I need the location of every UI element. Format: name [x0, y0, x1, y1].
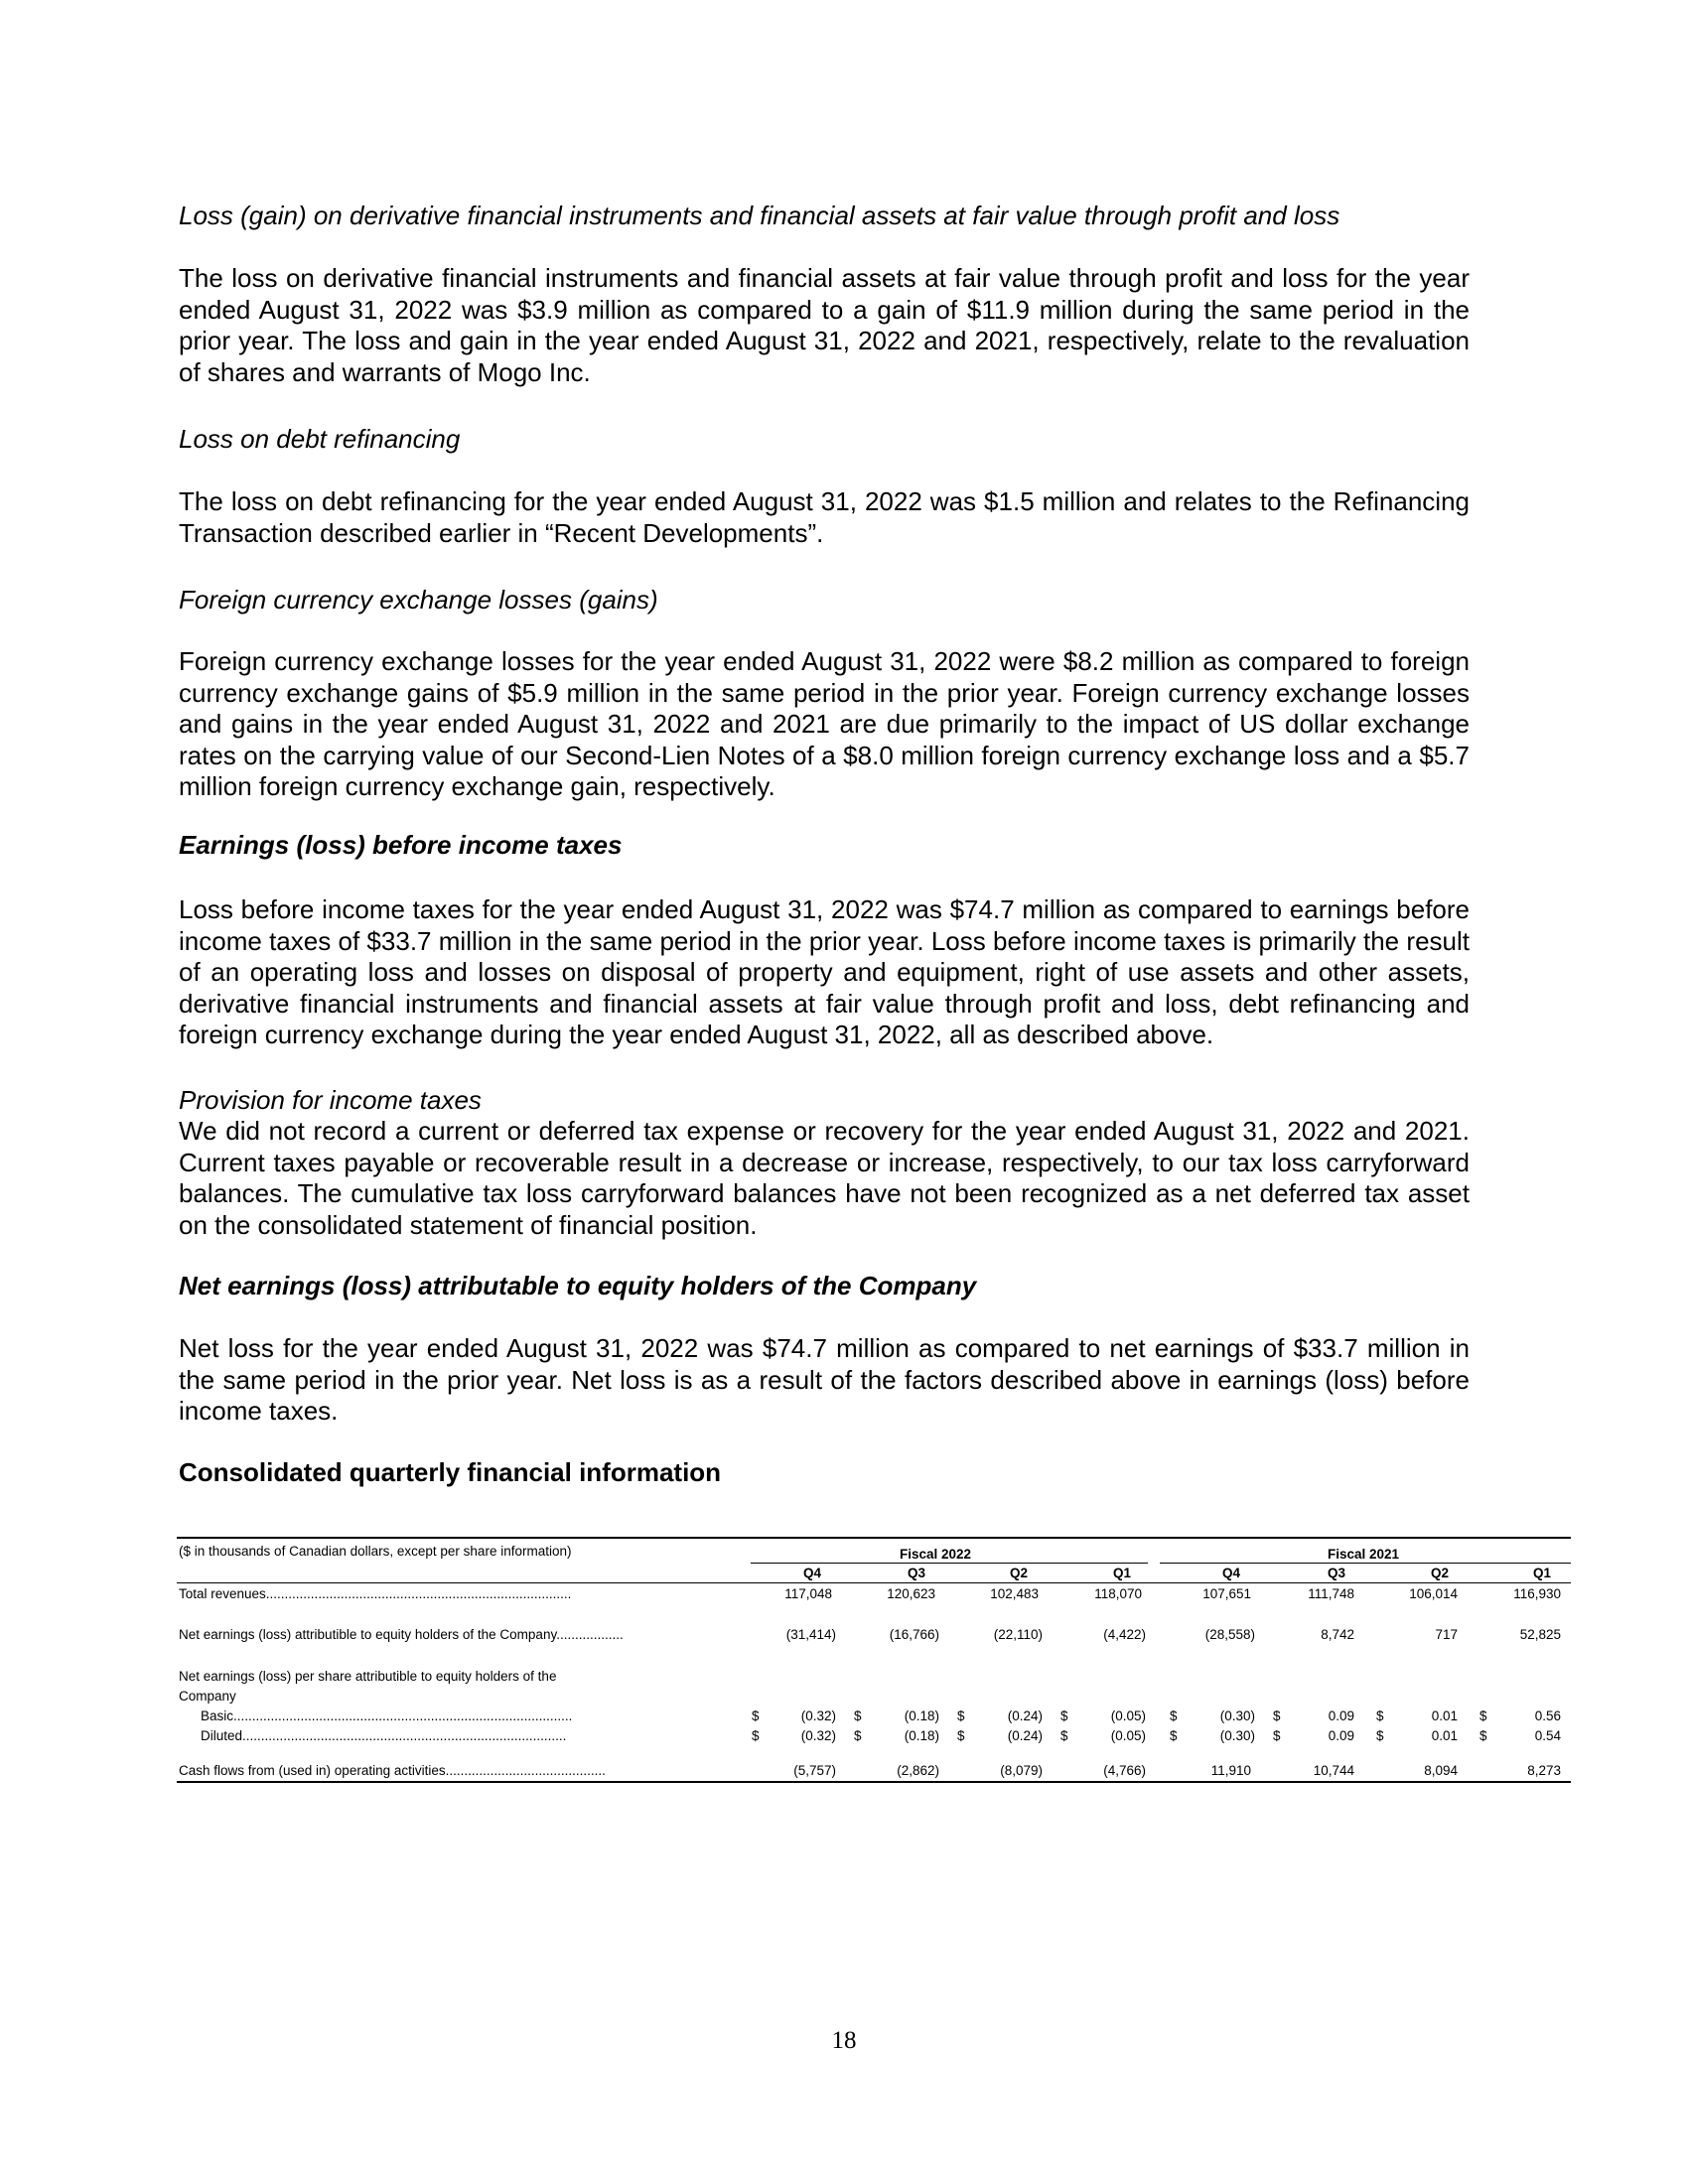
cell: 107,651 [1202, 1586, 1251, 1601]
col-header-2021-q1: Q1 [1532, 1566, 1551, 1580]
cell: 0.01 [1431, 1728, 1458, 1743]
currency-symbol: $ [752, 1708, 760, 1723]
cell: (0.24) [1007, 1708, 1043, 1723]
cell: 0.56 [1534, 1708, 1561, 1723]
cell: (0.30) [1219, 1708, 1255, 1723]
cell: (8,079) [1000, 1763, 1043, 1778]
row-label: Cash flows from (used in) operating activities........................................... [179, 1763, 606, 1778]
currency-symbol: $ [1376, 1728, 1384, 1743]
cell: (22,110) [993, 1627, 1043, 1642]
cell: 0.09 [1328, 1728, 1354, 1743]
currency-symbol: $ [1060, 1728, 1068, 1743]
row-label-per-share: Net earnings (loss) per share attributible to equity holders of the [179, 1669, 557, 1684]
row-label: Total revenues.................................................................................. [179, 1586, 572, 1601]
cell: 116,930 [1513, 1586, 1561, 1601]
cell: 52,825 [1519, 1627, 1561, 1642]
col-header-2021-q3: Q3 [1327, 1566, 1345, 1580]
section-heading-net-earnings: Net earnings (loss) attributable to equity holders of the Company [179, 1271, 977, 1300]
currency-symbol: $ [1273, 1728, 1281, 1743]
currency-symbol: $ [1170, 1708, 1178, 1723]
cell: 117,048 [784, 1586, 832, 1601]
cell: (0.18) [904, 1728, 939, 1743]
cell: 111,748 [1308, 1586, 1354, 1601]
section-heading-ebt: Earnings (loss) before income taxes [179, 830, 623, 860]
cell: (5,757) [793, 1763, 836, 1778]
section-heading-debt-refinancing: Loss on debt refinancing [179, 424, 461, 454]
col-header-2021-q2: Q2 [1430, 1566, 1449, 1580]
cell: (0.18) [904, 1708, 939, 1723]
cell: (0.32) [800, 1728, 836, 1743]
currency-symbol: $ [752, 1728, 760, 1743]
cell: 11,910 [1210, 1763, 1251, 1778]
cell: (0.05) [1110, 1728, 1146, 1743]
currency-symbol: $ [1170, 1728, 1178, 1743]
cell: (31,414) [785, 1627, 836, 1642]
table-bottom-rule [177, 1781, 1571, 1783]
cell: 8,273 [1527, 1763, 1561, 1778]
cell: 0.01 [1431, 1708, 1458, 1723]
table-caption: ($ in thousands of Canadian dollars, except per share information) [179, 1544, 572, 1559]
paragraph-income-taxes: We did not record a current or deferred tax expense or recovery for the year ended August 31, 2022 and 2021. Current taxes payable or recoverable result in a decrease or increase, respectively, to our tax loss carryforward balances. The cumulative tax loss carryforward balances have not been recognized as a net deferred tax asset on the consolidated statement of financial position. [179, 1116, 1470, 1240]
cell: 118,070 [1094, 1586, 1142, 1601]
section-heading-derivative: Loss (gain) on derivative financial instruments and financial assets at fair value through profit and loss [179, 201, 1340, 230]
cell: 0.54 [1534, 1728, 1561, 1743]
table-header-rule [177, 1582, 1571, 1583]
col-header-2022-q4: Q4 [802, 1566, 821, 1580]
row-label: Net earnings (loss) attributible to equity holders of the Company.................. [179, 1627, 624, 1642]
cell: (0.30) [1219, 1728, 1255, 1743]
cell: (28,558) [1204, 1627, 1255, 1642]
group-rule-2022 [751, 1563, 1148, 1564]
cell: (0.24) [1007, 1728, 1043, 1743]
currency-symbol: $ [957, 1708, 965, 1723]
currency-symbol: $ [854, 1728, 862, 1743]
cell: (4,766) [1103, 1763, 1146, 1778]
cell: 0.09 [1328, 1708, 1354, 1723]
group-header-fiscal-2022: Fiscal 2022 [899, 1547, 972, 1562]
row-label: Diluted....................................................................................... [201, 1728, 567, 1743]
cell: 106,014 [1409, 1586, 1458, 1601]
cell: (16,766) [889, 1627, 939, 1642]
col-header-2022-q2: Q2 [1009, 1566, 1028, 1580]
paragraph-debt-refinancing: The loss on debt refinancing for the year ended August 31, 2022 was $1.5 million and relates to the Refinancing Transaction described earlier in “Recent Developments”. [179, 486, 1470, 548]
cell: 102,483 [990, 1586, 1039, 1601]
cell: 120,623 [887, 1586, 935, 1601]
cell: 8,094 [1424, 1763, 1458, 1778]
cell: (0.32) [800, 1708, 836, 1723]
cell: 10,744 [1313, 1763, 1354, 1778]
section-heading-quarterly: Consolidated quarterly financial information [179, 1457, 722, 1487]
cell: (2,862) [897, 1763, 939, 1778]
paragraph-fx: Foreign currency exchange losses for the year ended August 31, 2022 were $8.2 million as compared to foreign currency exchange gains of $5.9 million in the same period in the prior year. Foreign currency exchange losses and gains in the year ended August 31, 2022 and 2021 are due primarily to the impact of US dollar exchange rates on the carrying value of our Second-Lien Notes of a $8.0 million foreign currency exchange loss and a $5.7 million foreign currency exchange gain, respectively. [179, 646, 1470, 801]
section-heading-fx: Foreign currency exchange losses (gains) [179, 585, 658, 614]
currency-symbol: $ [957, 1728, 965, 1743]
col-header-2022-q1: Q1 [1112, 1566, 1131, 1580]
currency-symbol: $ [1479, 1708, 1487, 1723]
section-heading-income-taxes: Provision for income taxes [179, 1085, 482, 1115]
currency-symbol: $ [1060, 1708, 1068, 1723]
currency-symbol: $ [1376, 1708, 1384, 1723]
table-top-rule [177, 1537, 1571, 1539]
paragraph-ebt: Loss before income taxes for the year ended August 31, 2022 was $74.7 million as compared to earnings before income taxes of $33.7 million in the same period in the prior year. Loss before income taxes is primarily the result of an operating loss and losses on disposal of property and equipment, right of use assets and other assets, derivative financial instruments and financial assets at fair value through profit and loss, debt refinancing and foreign currency exchange during the year ended August 31, 2022, all as described above. [179, 894, 1470, 1049]
currency-symbol: $ [854, 1708, 862, 1723]
currency-symbol: $ [1273, 1708, 1281, 1723]
cell: (4,422) [1103, 1627, 1146, 1642]
col-header-2021-q4: Q4 [1221, 1566, 1240, 1580]
col-header-2022-q3: Q3 [907, 1566, 925, 1580]
row-label-per-share-cont: Company [179, 1689, 236, 1704]
paragraph-derivative: The loss on derivative financial instruments and financial assets at fair value through profit and loss for the year ended August 31, 2022 was $3.9 million as compared to a gain of $11.9 million during the same period in the prior year. The loss and gain in the year ended August 31, 2022 and 2021, respectively, relate to the revaluation of shares and warrants of Mogo Inc. [179, 263, 1470, 387]
page-number: 18 [831, 2027, 857, 2054]
group-header-fiscal-2021: Fiscal 2021 [1327, 1547, 1400, 1562]
currency-symbol: $ [1479, 1728, 1487, 1743]
cell: (0.05) [1110, 1708, 1146, 1723]
cell: 8,742 [1321, 1627, 1354, 1642]
paragraph-net-earnings: Net loss for the year ended August 31, 2022 was $74.7 million as compared to net earnings of $33.7 million in the same period in the prior year. Net loss is as a result of the factors described above in earnings (loss) before income taxes. [179, 1333, 1470, 1426]
row-label: Basic........................................................................................... [201, 1708, 573, 1723]
group-rule-2021 [1160, 1563, 1571, 1564]
cell: 717 [1435, 1627, 1458, 1642]
